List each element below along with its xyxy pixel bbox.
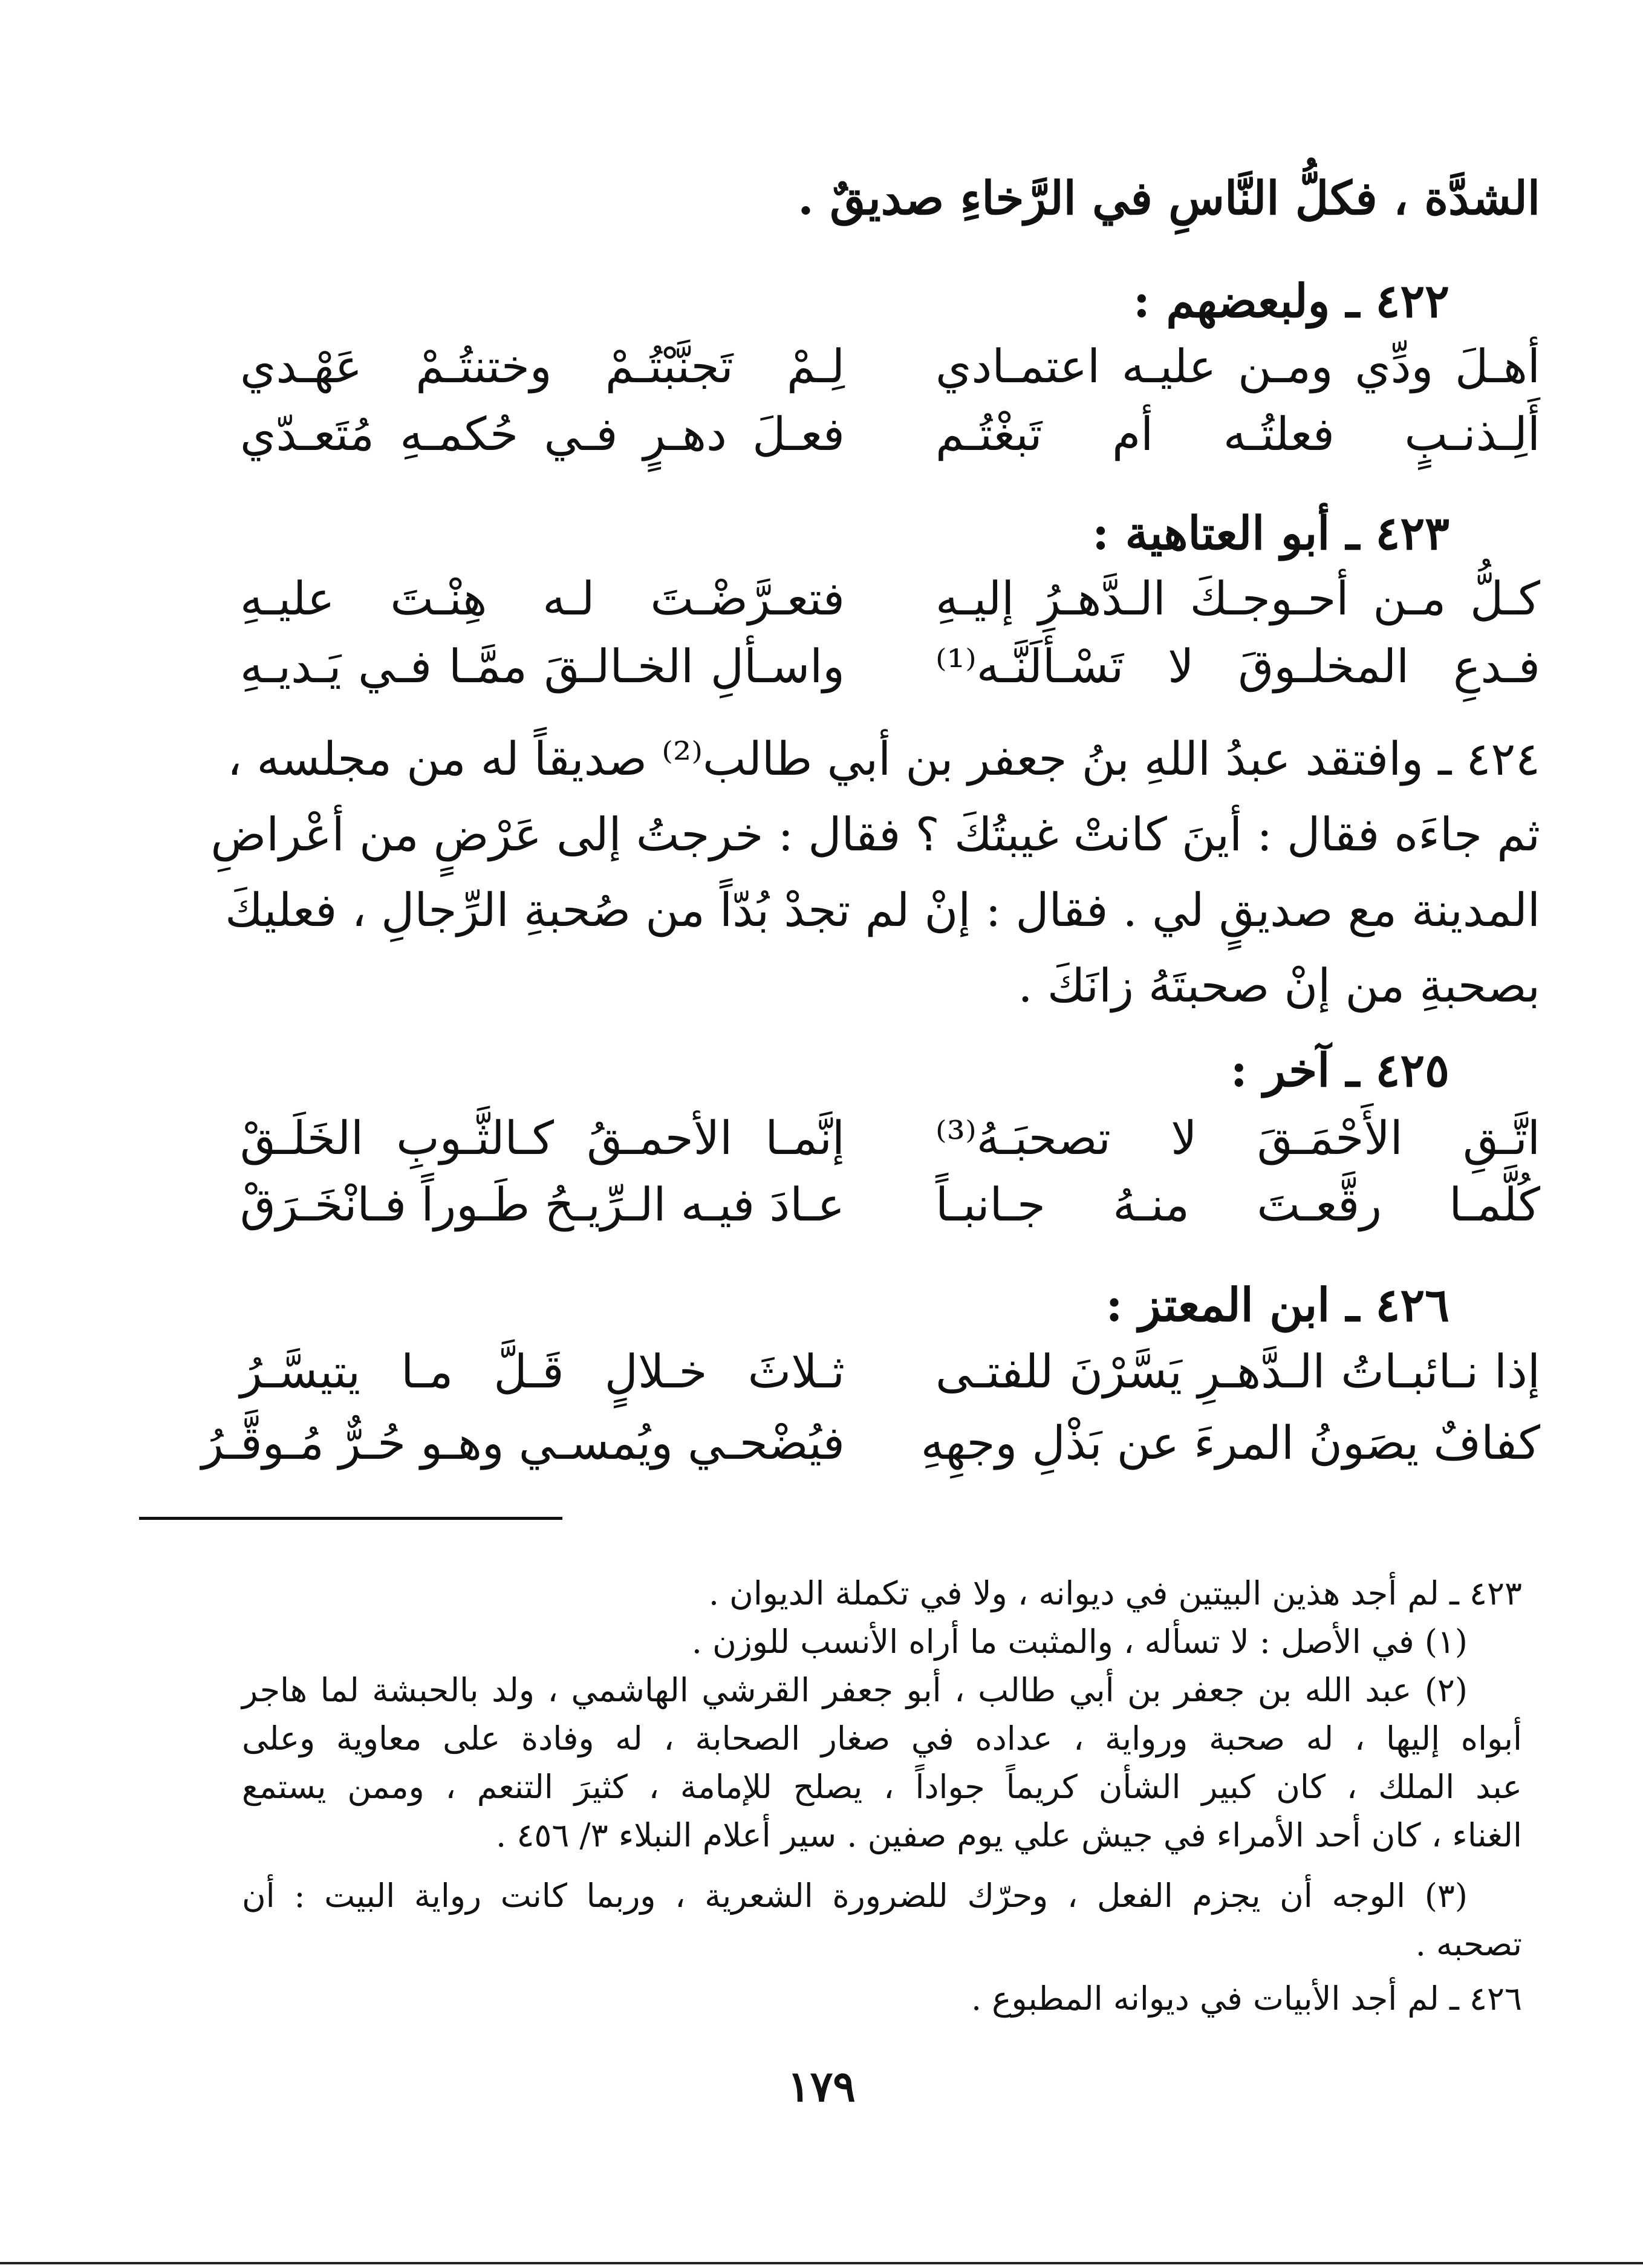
- verse-425-1-first-hemistich: اتَّـقِ الأَحْمَـقَ لا تصحبَـهُ⁽³⁾: [935, 1111, 1540, 1165]
- footnote-423: ٤٢٣ ـ لم أجد هذين البيتين في ديوانه ، ولا في تكملة الديوان .: [708, 1574, 1522, 1612]
- entry-424-line-2: ثم جاءَه فقال : أينَ كانتْ غيبتُكَ ؟ فقال : خرجتُ إلى عَرْضٍ من أعْراضِ: [210, 807, 1540, 861]
- footnote-3-line-2: تصحبه .: [1415, 1925, 1522, 1963]
- opening-line: الشدَّة ، فكلُّ النَّاسِ في الرَّخاءِ صديقٌ .: [798, 171, 1540, 225]
- scan-frame-edge: [0, 2262, 1643, 2264]
- footnote-426: ٤٢٦ ـ لم أجد الأبيات في ديوانه المطبوع .: [971, 1980, 1522, 2018]
- entry-423-heading: ٤٢٣ ـ أبو العتاهية :: [1092, 506, 1449, 560]
- entry-424-line-1: ٤٢٤ ـ وافتقد عبدُ اللهِ بنُ جعفر بن أبي طالب⁽²⁾ صديقاً له من مجلسه ،: [227, 732, 1540, 786]
- entry-426-heading: ٤٢٦ ـ ابن المعتز :: [1105, 1278, 1449, 1332]
- verse-423-2-second-hemistich: واسـألِ الخـالـقَ ممَّـا فـي يَـديـهِ: [240, 639, 845, 693]
- verse-422-2-first-hemistich: أَلِـذنـبٍ فعلتُـه أم تَبغْتُـم: [935, 407, 1540, 461]
- entry-424-line-4: بصحبةِ من إنْ صحبتَهُ زانَكَ .: [1018, 959, 1540, 1012]
- footnote-2-line-3: عبد الملك ، كان كبير الشأن كريماً جواداً ، يصلح للإمامة ، كثيرَ التنعم ، وممن يستمع: [242, 1768, 1522, 1806]
- verse-426-2-second-hemistich: فيُضْحـي ويُمسـي وهـو حُـرٌّ مُـوقَّـرُ: [201, 1416, 845, 1470]
- verse-425-1: [240, 1108, 1540, 1168]
- verse-422-2-second-hemistich: فعـلَ دهـرٍ فـي حُكمـهِ مُتَعـدّي: [240, 407, 845, 461]
- verse-422-1-second-hemistich: لِـمْ تَجنَّبْتُـمْ وختنتُـمْ عَهْـدي: [240, 339, 845, 393]
- entry-425-heading: ٤٢٥ ـ آخر :: [1230, 1043, 1449, 1097]
- verse-426-2-first-hemistich: كفافٌ يصَونُ المرءَ عن بَذْلِ وجهِهِ: [920, 1416, 1540, 1470]
- verse-422-2: [240, 404, 1540, 464]
- entry-422-heading: ٤٢٢ ـ ولبعضهم :: [1133, 274, 1449, 328]
- verse-426-1-first-hemistich: إذا نـائبـاتُ الـدَّهـرِ يَسَّرْنَ للفتـى: [935, 1344, 1540, 1398]
- footnote-separator: [139, 1517, 562, 1520]
- page-number: ١٧٩: [787, 2061, 856, 2111]
- verse-422-1: [240, 336, 1540, 397]
- verse-422-1-first-hemistich: أهـلَ ودِّي ومـن عليـه اعتمـادي: [935, 339, 1540, 393]
- verse-425-2: [240, 1175, 1540, 1235]
- verse-423-1-second-hemistich: فتعـرَّضْـتَ لـه هِنْـتَ عليـهِ: [240, 572, 845, 625]
- footnote-2-line-1: (٢) عبد الله بن جعفر بن أبي طالب ، أبو جعفر القرشي الهاشمي ، ولد بالحبشة لما هاجر: [242, 1671, 1468, 1709]
- verse-426-2: [201, 1413, 1540, 1473]
- verse-426-1: [240, 1341, 1540, 1402]
- verse-425-2-first-hemistich: كُلَّمـا رقَّعـتَ منـهُ جـانبـاً: [935, 1178, 1540, 1231]
- verse-423-2: [240, 636, 1540, 697]
- verse-423-1-first-hemistich: كـلُّ مـن أحـوجـكَ الـدَّهـرُ إليـهِ: [935, 572, 1540, 625]
- footnote-1: (١) في الأصل : لا تسأله ، والمثبت ما أراه الأنسب للوزن .: [691, 1623, 1468, 1661]
- verse-425-2-second-hemistich: عـادَ فيـه الـرِّيـحُ طَـوراً فـانْخَـرَقْ: [240, 1178, 845, 1231]
- footnote-2-line-4: الغناء ، كان أحد الأمراء في جيش علي يوم صفين . سير أعلام النبلاء ٣/ ٤٥٦ .: [496, 1816, 1522, 1854]
- verse-426-1-second-hemistich: ثـلاثَ خـلالٍ قَـلَّ مـا يتيسَّـرُ: [240, 1344, 845, 1398]
- footnote-3-line-1: (٣) الوجه أن يجزم الفعل ، وحرّك للضرورة الشعرية ، وربما كانت رواية البيت : أن: [242, 1877, 1468, 1915]
- entry-424-line-3: المدينة مع صديقٍ لي . فقال : إنْ لم تجدْ بُدّاً من صُحبةِ الرِّجالِ ، فعليكَ: [225, 883, 1540, 937]
- verse-423-1: [240, 569, 1540, 629]
- verse-423-2-first-hemistich: فـدعِ المخلـوقَ لا تَسْـأَلَنَّـه⁽¹⁾: [935, 639, 1540, 693]
- footnote-2-line-2: أبواه إليها ، له صحبة ورواية ، عداده في صغار الصحابة ، له وفادة على معاوية وعلى: [242, 1719, 1522, 1758]
- verse-425-1-second-hemistich: إنَّمـا الأحمـقُ كـالثَّـوبِ الخَلَـقْ: [240, 1111, 845, 1165]
